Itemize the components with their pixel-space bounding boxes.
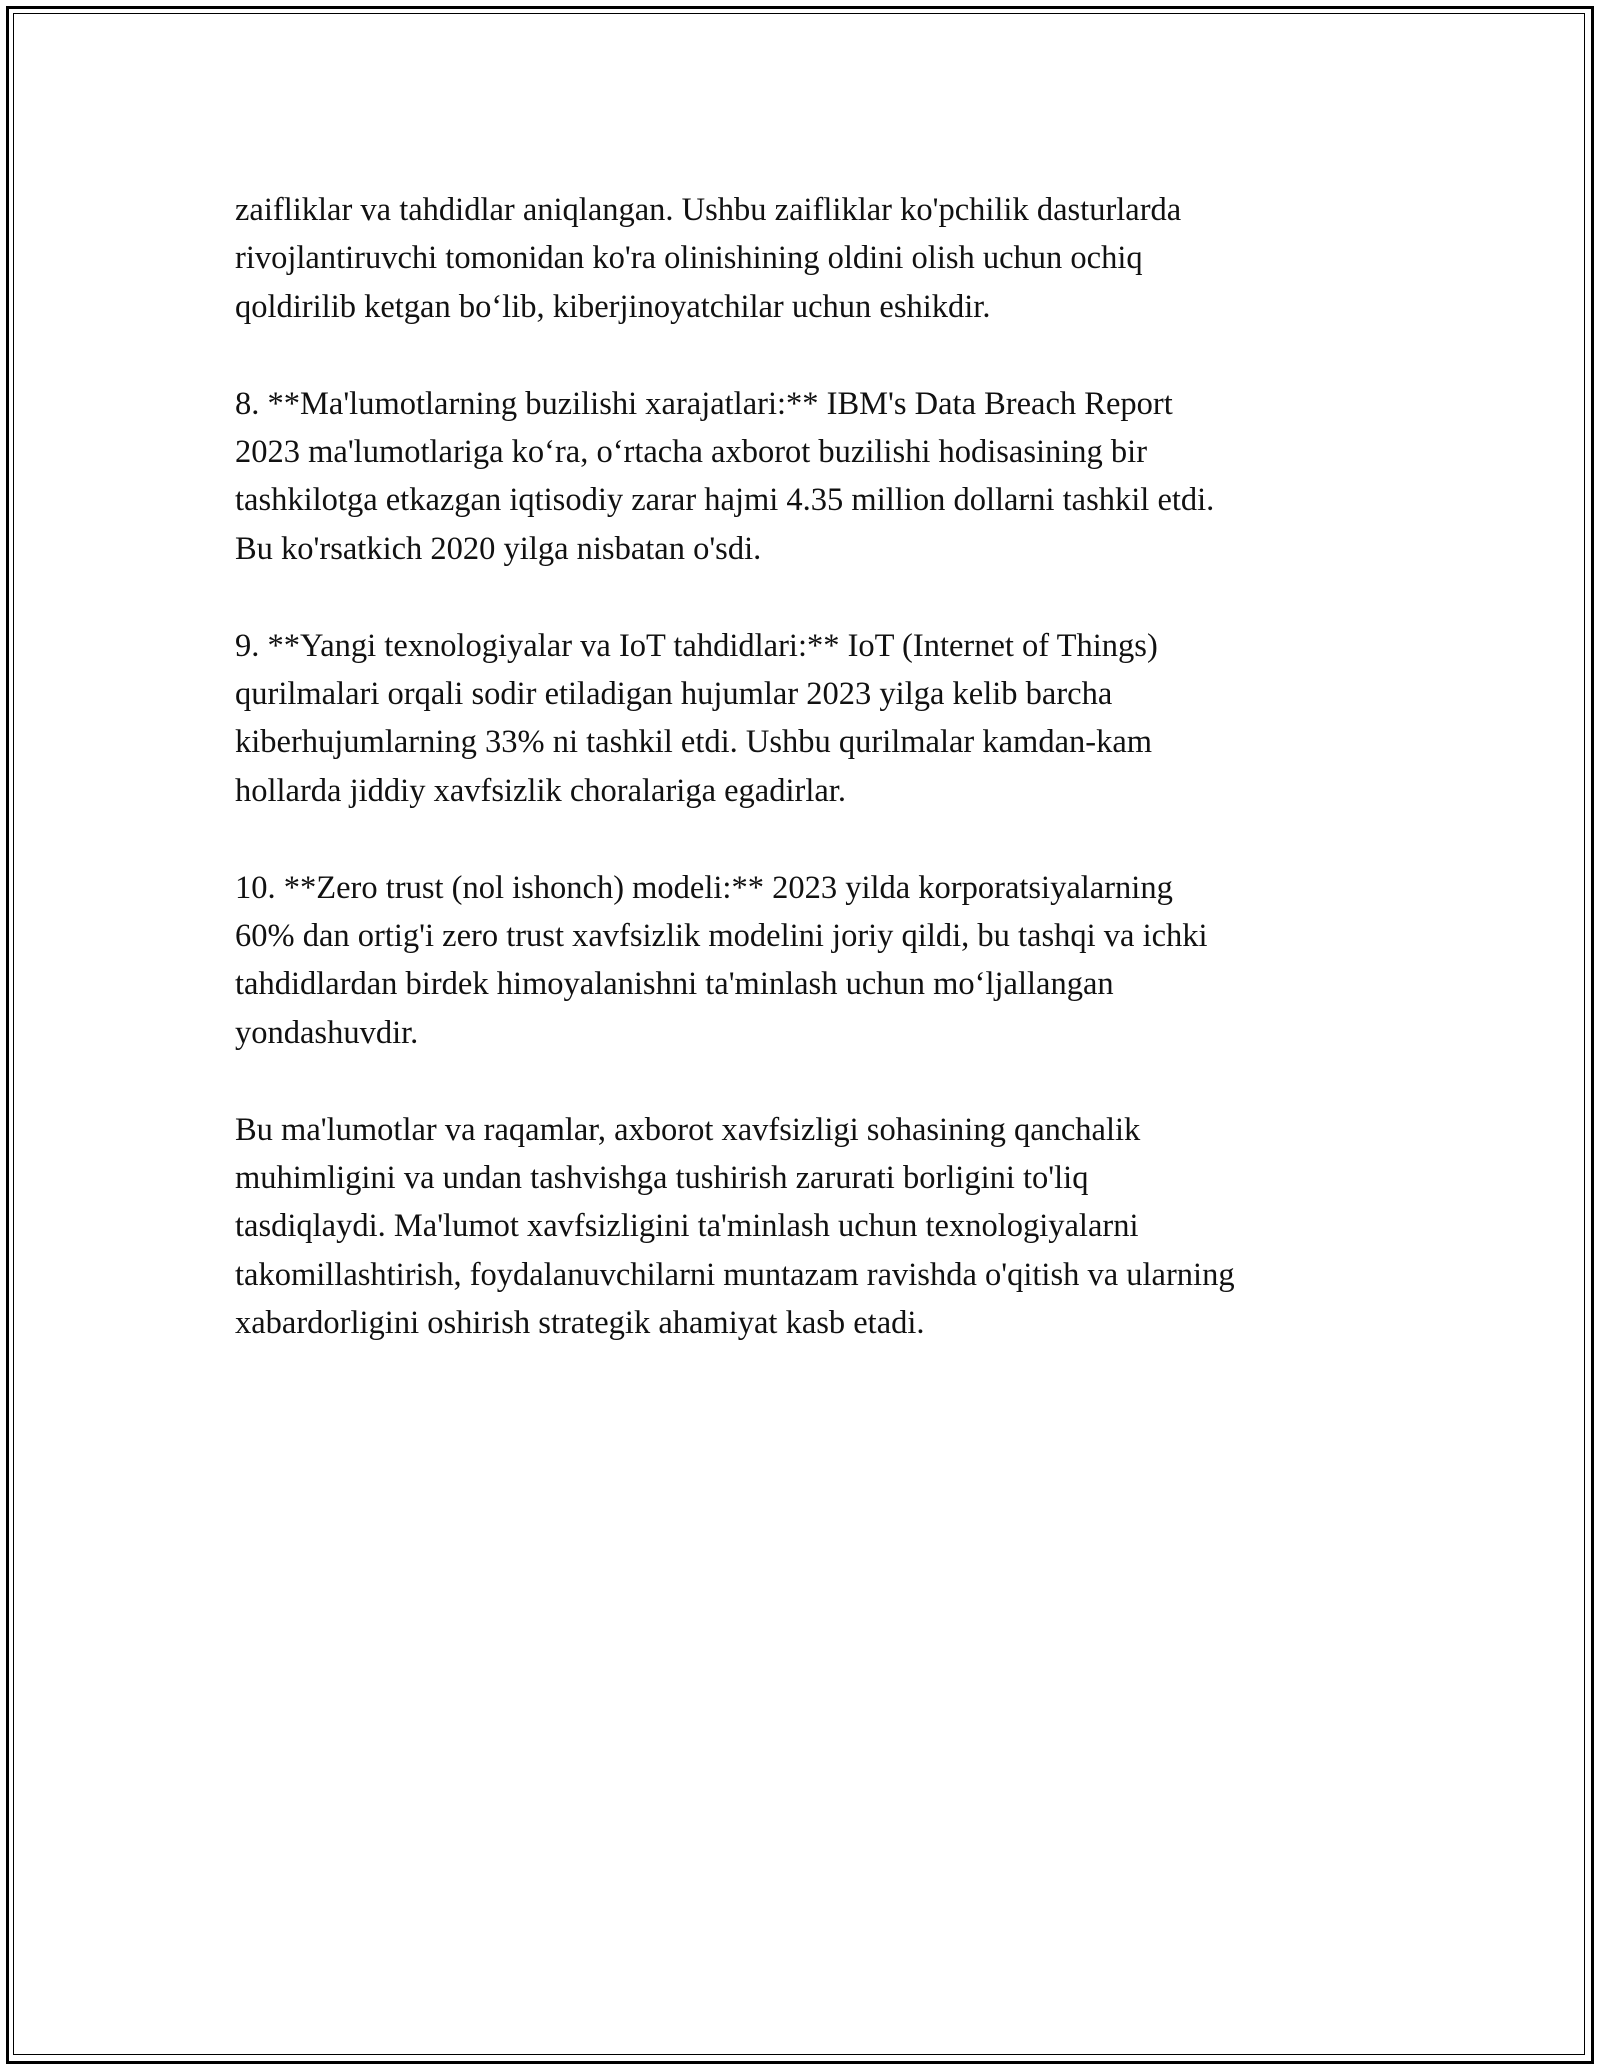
document-body — [235, 186, 1385, 1396]
text-line: Bu ma'lumotlar va raqamlar, axborot xavfsizligi sohasining qanchalik — [235, 1111, 1141, 1148]
paragraph-item-8 — [235, 380, 1385, 574]
text-line: hollarda jiddiy xavfsizlik choralariga egadirlar. — [235, 772, 846, 809]
text-line: tasdiqlaydi. Ma'lumot xavfsizligini ta'minlash uchun texnologiyalarni — [235, 1208, 1139, 1245]
text-line: Bu ko'rsatkich 2020 yilga nisbatan o'sdi. — [235, 530, 762, 567]
text-line: kiberhujumlarning 33% ni tashkil etdi. Ushbu qurilmalar kamdan-kam — [235, 724, 1153, 761]
text-line: 8. **Ma'lumotlarning buzilishi xarajatlari:** IBM's Data Breach Report — [235, 385, 1173, 422]
text-line: zaifliklar va tahdidlar aniqlangan. Ushbu zaifliklar ko'pchilik dasturlarda — [235, 192, 1182, 228]
paragraph-item-9 — [235, 622, 1385, 816]
paragraph-item-10 — [235, 864, 1385, 1058]
text-line: tashkilotga etkazgan iqtisodiy zarar hajmi 4.35 million dollarni tashkil etdi. — [235, 482, 1215, 519]
text-line: takomillashtirish, foydalanuvchilarni muntazam ravishda o'qitish va ularning — [235, 1256, 1235, 1293]
text-line: tahdidlardan birdek himoyalanishni ta'minlash uchun mo‘ljallangan — [235, 966, 1114, 1003]
paragraph-vulnerabilities — [235, 186, 1385, 331]
text-line: 10. **Zero trust (nol ishonch) modeli:** 2023 yilda korporatsiyalarning — [235, 869, 1173, 906]
text-line: rivojlantiruvchi tomonidan ko'ra olinishining oldini olish uchun ochiq — [235, 240, 1143, 277]
text-line: yondashuvdir. — [235, 1014, 419, 1051]
text-line: 2023 ma'lumotlariga ko‘ra, o‘rtacha axborot buzilishi hodisasining bir — [235, 434, 1148, 471]
text-line: 9. **Yangi texnologiyalar va IoT tahdidlari:** IoT (Internet of Things) — [235, 627, 1158, 664]
text-line: qoldirilib ketgan bo‘lib, kiberjinoyatchilar uchun eshikdir. — [235, 288, 991, 325]
text-line: muhimligini va undan tashvishga tushirish zarurati borligini to'liq — [235, 1160, 1089, 1197]
paragraph-conclusion — [235, 1106, 1385, 1348]
text-line: qurilmalari orqali sodir etiladigan hujumlar 2023 yilga kelib barcha — [235, 676, 1113, 713]
text-line: 60% dan ortig'i zero trust xavfsizlik modelini joriy qildi, bu tashqi va ichki — [235, 918, 1208, 955]
text-line: xabardorligini oshirish strategik ahamiyat kasb etadi. — [235, 1305, 925, 1342]
